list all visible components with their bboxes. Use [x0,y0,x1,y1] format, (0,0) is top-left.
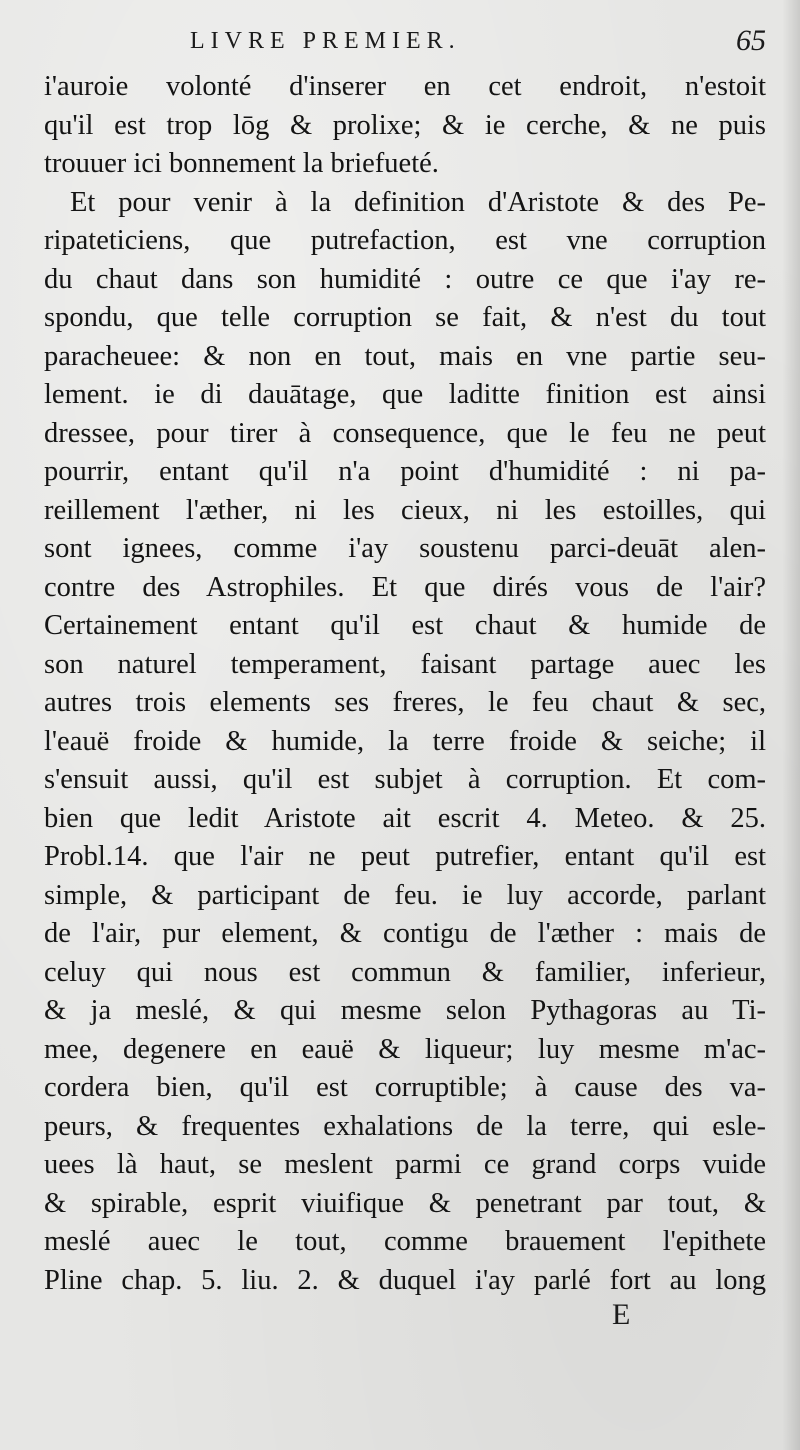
text-line: & spirable, esprit viuifique & penetrant par tout, & [44,1187,766,1219]
text-line: celuy qui nous est commun & familier, inferieur, [44,956,766,988]
text-line: paracheuee: & non en tout, mais en vne partie seu- [44,340,766,372]
text-line: du chaut dans son humidité : outre ce que i'ay re- [44,263,766,295]
text-line: autres trois elements ses freres, le feu chaut & sec, [44,687,766,718]
text-line: reillement l'æther, ni les cieux, ni les estoilles, qui [44,494,766,526]
text-line: de l'air, pur element, & contigu de l'æther : mais de [44,918,766,949]
text-line: l'eauë froide & humide, la terre froide & seiche; il [44,725,766,757]
page-header [40,22,780,60]
text-line: spondu, que telle corruption se fait, & n'est du tout [44,302,766,333]
text-line: mee, degenere en eauë & liqueur; luy mesme m'ac- [44,1033,766,1065]
text-line: Et pour venir à la definition d'Aristote & des Pe- [70,186,766,218]
page-number: 65 [736,24,766,57]
page-edge-shadow [782,0,800,1450]
text-line: simple, & participant de feu. ie luy accorde, parlant [44,879,766,911]
text-line: Certainement entant qu'il est chaut & humide de [44,610,766,641]
text-line: pourrir, entant qu'il n'a point d'humidité : ni pa- [44,456,766,487]
text-line: uees là haut, se meslent parmi ce grand corps vuide [44,1149,766,1180]
body-text [44,68,766,1300]
text-line: meslé auec le tout, comme brauement l'epithete [44,1226,766,1257]
text-line: trouuer ici bonnement la briefueté. [44,148,439,179]
signature-mark: E [612,1298,631,1331]
text-line: & ja meslé, & qui mesme selon Pythagoras au Ti- [44,995,766,1026]
running-head: LIVRE PREMIER. [190,28,461,54]
text-line: bien que ledit Aristote ait escrit 4. Meteo. & 25. [44,802,766,834]
text-line: son naturel temperament, faisant partage auec les [44,648,766,680]
text-line: cordera bien, qu'il est corruptible; à cause des va- [44,1072,766,1103]
text-line: qu'il est trop lōg & prolixe; & ie cerche, & ne puis [44,109,766,141]
text-line: Probl.14. que l'air ne peut putrefier, entant qu'il est [44,841,766,872]
text-line: sont ignees, comme i'ay soustenu parci-deuāt alen- [44,533,766,564]
text-line: lement. ie di dauātage, que laditte finition est ainsi [44,379,766,410]
text-line: peurs, & frequentes exhalations de la terre, qui esle- [44,1110,766,1142]
text-line: contre des Astrophiles. Et que dirés vous de l'air? [44,571,766,603]
text-line: dressee, pour tirer à consequence, que le feu ne peut [44,417,766,449]
text-line: s'ensuit aussi, qu'il est subjet à corruption. Et com- [44,764,766,795]
text-line: Pline chap. 5. liu. 2. & duquel i'ay parlé fort au long [44,1264,766,1296]
text-line: ripateticiens, que putrefaction, est vne corruption [44,225,766,256]
text-line: i'auroie volonté d'inserer en cet endroit, n'estoit [44,71,766,102]
